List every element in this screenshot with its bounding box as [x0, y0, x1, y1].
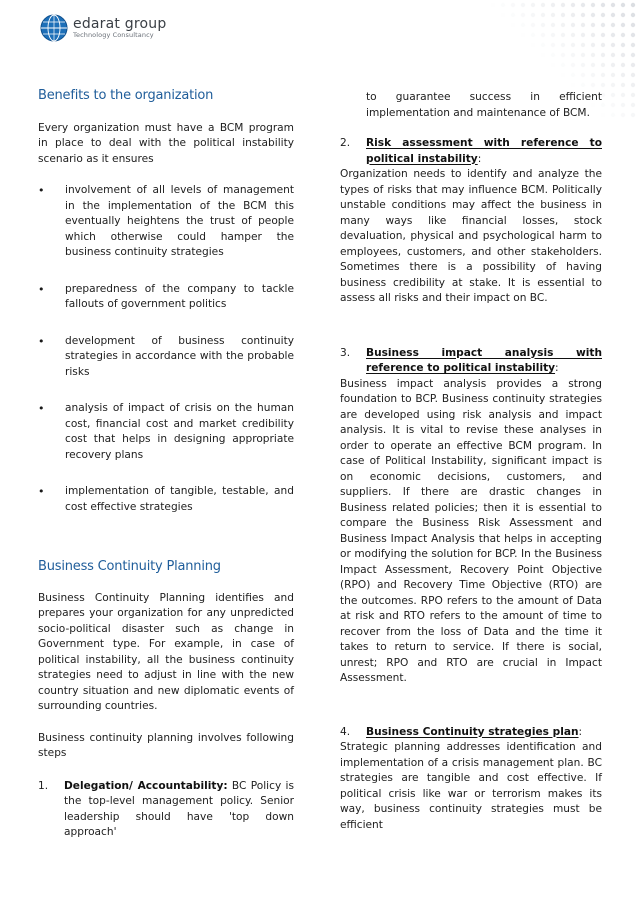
decorative-dot — [621, 33, 625, 37]
decorative-dot — [591, 3, 595, 7]
decorative-dot — [571, 3, 575, 7]
left-column — [38, 88, 294, 841]
step-number: 4. — [340, 725, 351, 738]
logo-name: edarat group — [73, 16, 167, 33]
step-colon: : — [477, 152, 482, 165]
decorative-dot — [561, 63, 565, 67]
decorative-dot — [611, 13, 615, 17]
decorative-dot — [521, 13, 525, 17]
decorative-dot — [581, 23, 585, 27]
decorative-dot — [621, 53, 625, 57]
decorative-dot — [591, 73, 595, 77]
decorative-dot — [551, 53, 555, 57]
step-number: 2. — [340, 137, 351, 149]
decorative-dot — [591, 23, 595, 27]
decorative-dot — [561, 53, 565, 57]
decorative-dot — [531, 43, 535, 47]
decorative-dot — [621, 113, 625, 117]
step-text: BC Policy is the top-level management policy. Senior leadership should have 'top down approach' — [64, 779, 295, 838]
decorative-dot — [541, 43, 545, 47]
decorative-dot — [601, 63, 605, 67]
decorative-dot — [541, 33, 545, 37]
step-1-continued: to guarantee success in efficient implementation and maintenance of BCM. — [366, 91, 602, 119]
decorative-dot — [591, 13, 595, 17]
decorative-dot — [601, 43, 605, 47]
globe-logo-icon — [40, 14, 68, 42]
decorative-dot — [611, 103, 615, 107]
decorative-dot — [551, 13, 555, 17]
decorative-dot — [631, 33, 635, 37]
list-item: • involvement of all levels of management in the implementation of the BCM this eventually heightens the trust of people which otherwise could hamper the business continuity strategies — [38, 183, 294, 261]
decorative-dot — [561, 33, 565, 37]
decorative-dot — [611, 113, 615, 117]
decorative-dot — [541, 3, 545, 7]
decorative-dot — [601, 23, 605, 27]
list-item: • development of business continuity strategies in accordance with the probable risks — [38, 334, 294, 381]
decorative-dot — [611, 63, 615, 67]
decorative-dot — [591, 33, 595, 37]
decorative-dot — [621, 93, 625, 97]
decorative-dot — [541, 23, 545, 27]
decorative-dot — [621, 43, 625, 47]
decorative-dot — [571, 53, 575, 57]
list-item: • analysis of impact of crisis on the human cost, financial cost and market credibility cost that helps in designing appropriate recovery plans — [38, 401, 294, 463]
decorative-dot — [621, 83, 625, 87]
decorative-dot — [631, 73, 635, 77]
decorative-dot — [561, 3, 565, 7]
benefits-list — [38, 183, 294, 515]
decorative-dot — [541, 13, 545, 17]
decorative-dot — [521, 33, 525, 37]
decorative-dot — [561, 73, 565, 77]
step-title: Business impact analysis with reference to political instability — [366, 346, 602, 374]
decorative-dot — [551, 33, 555, 37]
decorative-dot — [531, 33, 535, 37]
decorative-dot — [611, 83, 615, 87]
step-number: 1. — [38, 779, 49, 792]
step-title: Risk assessment with reference to political instability — [366, 137, 602, 165]
decorative-dot — [571, 13, 575, 17]
decorative-dot — [521, 3, 525, 7]
decorative-dot — [531, 13, 535, 17]
list-item: • implementation of tangible, testable, and cost effective strategies — [38, 484, 294, 515]
decorative-dot — [581, 63, 585, 67]
decorative-dot — [631, 23, 635, 27]
step-colon: : — [578, 725, 583, 738]
decorative-dot — [561, 43, 565, 47]
decorative-dot — [611, 93, 615, 97]
step-title: Business Continuity strategies plan — [366, 725, 579, 738]
decorative-dot — [561, 13, 565, 17]
step-3 — [340, 346, 602, 377]
logo-tagline: Technology Consultancy — [73, 31, 154, 40]
right-column — [340, 90, 602, 833]
step-2 — [340, 136, 602, 167]
decorative-dot — [581, 53, 585, 57]
decorative-dot — [601, 73, 605, 77]
decorative-dot — [601, 83, 605, 87]
decorative-dot — [581, 33, 585, 37]
decorative-dot — [581, 43, 585, 47]
decorative-dot — [621, 103, 625, 107]
decorative-dot — [631, 103, 635, 107]
decorative-dot — [591, 53, 595, 57]
decorative-dot — [621, 3, 625, 7]
decorative-dot — [601, 33, 605, 37]
decorative-dot — [501, 3, 505, 7]
decorative-dot — [561, 23, 565, 27]
decorative-dot — [511, 23, 515, 27]
decorative-dot — [621, 63, 625, 67]
decorative-dot — [531, 3, 535, 7]
decorative-dot — [621, 23, 625, 27]
decorative-dot — [571, 63, 575, 67]
decorative-dot — [551, 23, 555, 27]
step-title: Delegation/ Accountability: — [64, 779, 228, 792]
decorative-dot — [591, 83, 595, 87]
decorative-dot — [611, 43, 615, 47]
decorative-dot — [571, 23, 575, 27]
step-3-text: Business impact analysis provides a strong foundation to BCP. Business continuity strategies are developed using risk analysis and impact analysis. It is vital to revise these analyses in order to operate an effective BCM program. In case of Political Instability, significant impact is on economic decisions, customers, and suppliers. If there are drastic changes in Business related policies; then it is essential to compare the Business Risk Assessment and Business Impact Analysis that helps in accepting or modifying the solution for BCP. In the Business Impact Assessment, Recovery Point Objective (RPO) and Recovery Time Objective (RTO) are the outcomes. RPO refers to the amount of Data at risk and RTO refers to the amount of time to recover from the loss of Data and the time it takes to return to service. If there is social, unrest; RPO and RTO are crucial in Impact Assessment. — [340, 377, 602, 684]
decorative-dot — [601, 3, 605, 7]
decorative-dot — [491, 3, 495, 7]
decorative-dot — [631, 13, 635, 17]
decorative-dot — [601, 13, 605, 17]
decorative-dot — [631, 113, 635, 117]
steps-intro: Business continuity planning involves following steps — [38, 731, 294, 759]
decorative-dot — [631, 3, 635, 7]
list-item: • preparedness of the company to tackle fallouts of government politics — [38, 282, 294, 313]
decorative-dot — [611, 23, 615, 27]
bcp-paragraph: Business Continuity Planning identifies and prepares your organization for any unpredicted socio-political disaster such as change in Government type. For example, in case of political instability, all the business continuity strategies need to adjust in line with the new country situation and new diplomatic events of surrounding countries. — [38, 591, 294, 712]
decorative-dot — [581, 3, 585, 7]
step-colon: : — [555, 362, 559, 374]
decorative-dot — [581, 83, 585, 87]
decorative-dot — [521, 23, 525, 27]
step-2-text: Organization needs to identify and analyze the types of risks that may influence BCM. Politically unstable conditions may affect the business in many ways like financial losses, stock devaluation, physical and psychological harm to employees, customers, and other stakeholders. Sometimes there is a possibility of having business credibility at stake. It is essential to assess all risks and their impact on BC. — [340, 168, 602, 304]
decorative-dot — [601, 53, 605, 57]
decorative-dot — [581, 73, 585, 77]
heading-benefits: Benefits to the organization — [38, 88, 214, 103]
decorative-dot — [621, 73, 625, 77]
step-4-text: Strategic planning addresses identification and implementation of a crisis management plan. BC strategies are tangible and cost effective. If political crisis like war or terrorism makes its way, business continuity strategies must be efficient — [340, 741, 602, 831]
decorative-dot — [551, 3, 555, 7]
decorative-dot — [551, 63, 555, 67]
heading-bcp: Business Continuity Planning — [38, 559, 221, 574]
step-number: 3. — [340, 346, 351, 359]
decorative-dot — [591, 63, 595, 67]
decorative-dot — [581, 13, 585, 17]
decorative-dot — [621, 13, 625, 17]
decorative-dot — [571, 83, 575, 87]
decorative-dot — [531, 23, 535, 27]
decorative-dot — [501, 13, 505, 17]
decorative-dot — [631, 93, 635, 97]
decorative-dot — [541, 53, 545, 57]
decorative-dot — [631, 43, 635, 47]
step-4 — [340, 725, 602, 741]
decorative-dot — [551, 43, 555, 47]
decorative-dot — [611, 33, 615, 37]
company-logo — [40, 14, 166, 42]
decorative-dot — [511, 3, 515, 7]
decorative-dot — [571, 33, 575, 37]
decorative-dot — [611, 53, 615, 57]
decorative-dot — [571, 43, 575, 47]
decorative-dot — [571, 73, 575, 77]
decorative-dot — [631, 83, 635, 87]
decorative-dot — [591, 43, 595, 47]
step-1 — [38, 779, 294, 841]
decorative-dot — [611, 3, 615, 7]
decorative-dot — [631, 53, 635, 57]
decorative-dot — [611, 73, 615, 77]
decorative-dot — [511, 13, 515, 17]
benefits-intro: Every organization must have a BCM program in place to deal with the political instability scenario as it ensures — [38, 121, 294, 165]
decorative-dot — [631, 63, 635, 67]
